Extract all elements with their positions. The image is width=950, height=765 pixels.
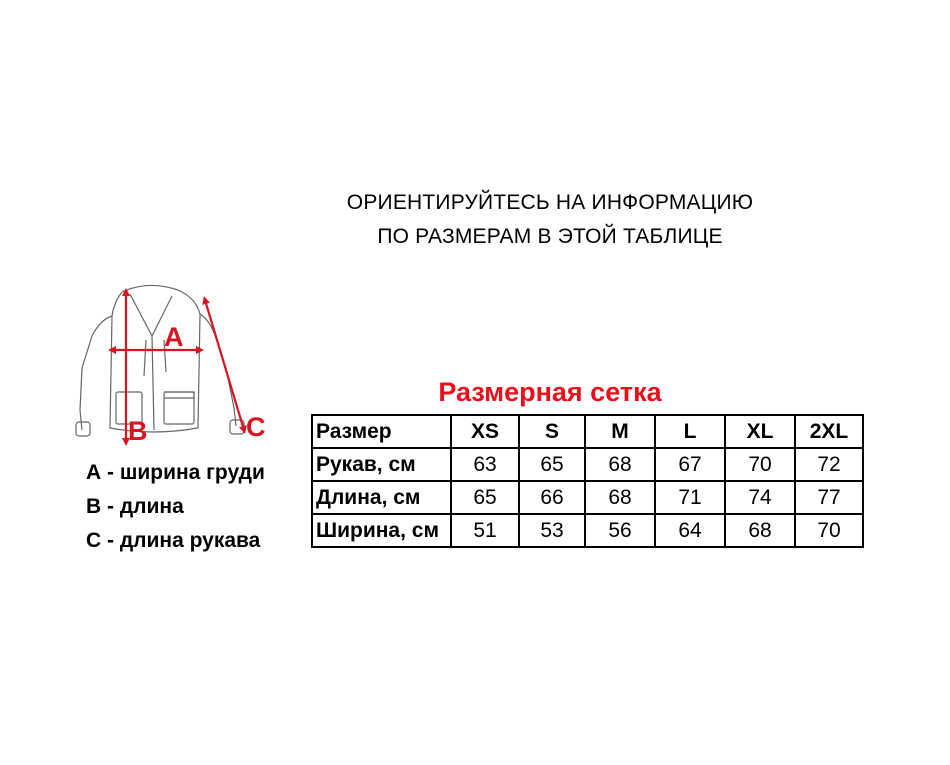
legend-item-c: С - длина рукава — [86, 529, 261, 552]
table-cell: 51 — [451, 514, 519, 547]
table-cell: 77 — [795, 481, 863, 514]
measurement-legend — [86, 456, 265, 558]
table-cell: 71 — [655, 481, 725, 514]
arrow-c-sleeve — [205, 300, 244, 430]
header-cell-xs: XS — [451, 415, 519, 448]
label-c: C — [246, 412, 266, 442]
header-cell-s: S — [519, 415, 585, 448]
table-cell: 63 — [451, 448, 519, 481]
label-a: A — [164, 322, 184, 352]
size-table-title: Размерная сетка — [438, 377, 662, 407]
instruction-line-2: ПО РАЗМЕРАМ В ЭТОЙ ТАБЛИЦЕ — [377, 225, 723, 248]
table-cell: 65 — [519, 448, 585, 481]
instruction-text — [300, 186, 800, 254]
table-header-row — [312, 415, 863, 448]
table-cell: 70 — [725, 448, 795, 481]
row-label-width: Ширина, см — [312, 514, 451, 547]
table-cell: 65 — [451, 481, 519, 514]
legend-item-b: В - длина — [86, 495, 184, 518]
header-cell-2xl: 2XL — [795, 415, 863, 448]
row-label-sleeve: Рукав, см — [312, 448, 451, 481]
table-cell: 56 — [585, 514, 655, 547]
legend-item-a: А - ширина груди — [86, 461, 265, 484]
table-cell: 64 — [655, 514, 725, 547]
instruction-line-1: ОРИЕНТИРУЙТЕСЬ НА ИНФОРМАЦИЮ — [346, 191, 754, 214]
jacket-outline — [76, 285, 244, 436]
header-cell-xl: XL — [725, 415, 795, 448]
table-cell: 66 — [519, 481, 585, 514]
table-row-length — [312, 481, 863, 514]
label-b: B — [128, 416, 148, 446]
table-row-width — [312, 514, 863, 547]
table-cell: 68 — [725, 514, 795, 547]
table-row-sleeve — [312, 448, 863, 481]
table-cell: 72 — [795, 448, 863, 481]
table-cell: 67 — [655, 448, 725, 481]
row-label-length: Длина, см — [312, 481, 451, 514]
header-cell-size: Размер — [312, 415, 451, 448]
header-cell-m: M — [585, 415, 655, 448]
jacket-measurement-diagram — [60, 280, 290, 455]
table-cell: 68 — [585, 448, 655, 481]
table-cell: 68 — [585, 481, 655, 514]
table-cell: 74 — [725, 481, 795, 514]
table-cell: 53 — [519, 514, 585, 547]
table-cell: 70 — [795, 514, 863, 547]
size-table — [311, 414, 864, 548]
header-cell-l: L — [655, 415, 725, 448]
